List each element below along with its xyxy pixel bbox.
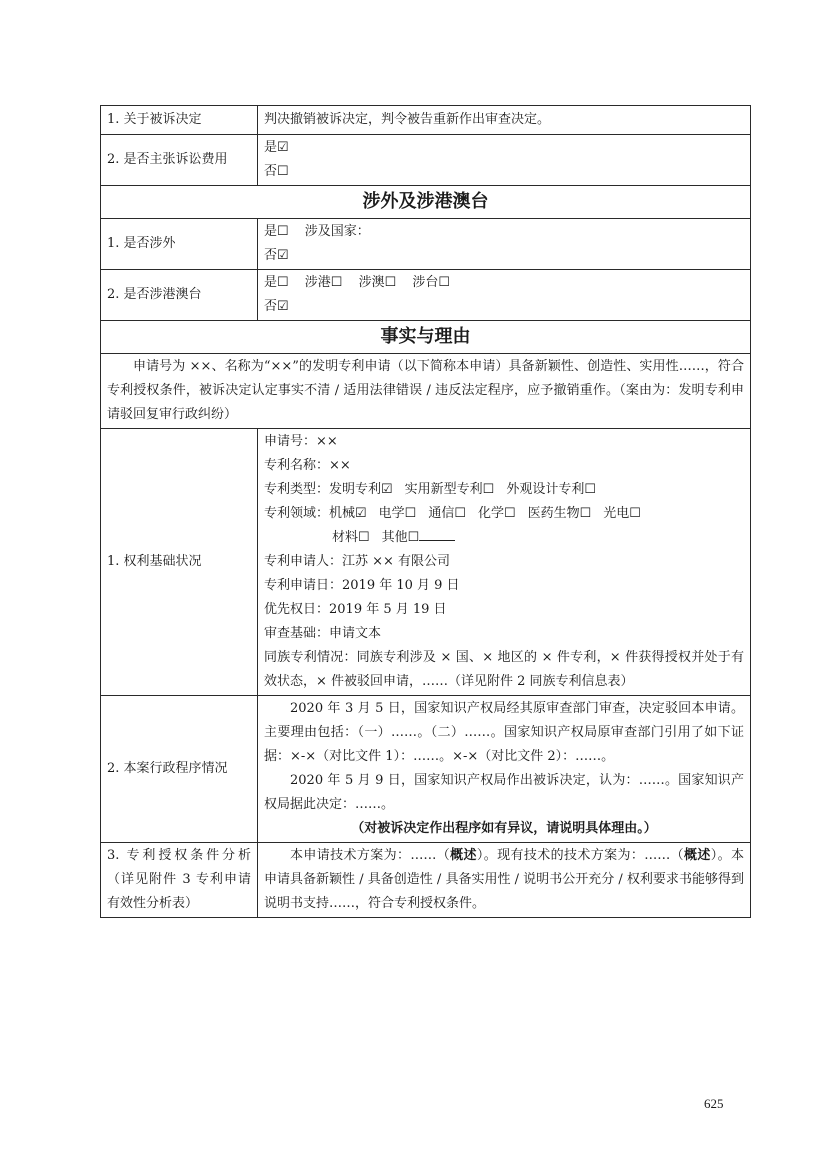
analysis-text-3: ）。本申请具备新颖性 / 具备创造性 / 具备实用性 / 说明书公开充分 / 权利要求书能够得到说明书支持……，符合专利授权条件。: [264, 848, 744, 911]
label-admin-procedure: 2. 本案行政程序情况: [101, 696, 258, 843]
form-frame: [100, 105, 748, 918]
value-rights-basis: [258, 429, 751, 696]
patent-field-label: 专利领域：: [264, 506, 330, 521]
checkbox-field-biomedical[interactable]: 医药生物☐: [527, 506, 592, 521]
procedure-note: （对被诉决定作出程序如有异议，请说明具体理由。）: [351, 821, 657, 836]
checkbox-field-mechanical[interactable]: 机械☑: [329, 506, 367, 521]
checkbox-hk[interactable]: 涉港☐: [304, 275, 343, 290]
patent-field-line: [264, 502, 744, 526]
section-title-foreign: 涉外及涉港澳台: [101, 186, 751, 219]
complaint-form-table: [100, 105, 751, 918]
checkbox-cost-yes[interactable]: 是☑: [264, 140, 289, 155]
row-grant-analysis: [101, 843, 751, 918]
analysis-text-1: 本申请技术方案为：……（: [290, 848, 451, 863]
label-litigation-cost: 2. 是否主张诉讼费用: [101, 135, 258, 186]
checkbox-field-chemistry[interactable]: 化学☐: [477, 506, 516, 521]
value-decision: 判决撤销被诉决定，判令被告重新作出审查决定。: [258, 106, 751, 135]
row-section-facts-title: [101, 321, 751, 354]
facts-summary-text: 申请号为 ××、名称为“××”的发明专利申请（以下简称本申请）具备新颖性、创造性、实用性……，符合专利授权条件，被诉决定认定事实不清 / 适用法律错误 / 违反法定程序，应予撤销重作。（案由为：发明专利申请驳回复审行政纠纷）: [101, 354, 751, 429]
label-hk-macau-tw: 2. 是否涉港澳台: [101, 270, 258, 321]
checkbox-foreign-no[interactable]: 否☑: [264, 248, 289, 263]
other-field-blank[interactable]: [419, 526, 455, 541]
checkbox-hmt-no[interactable]: 否☑: [264, 299, 289, 314]
row-admin-procedure: [101, 696, 751, 843]
priority-date: 优先权日：2019 年 5 月 19 日: [264, 602, 447, 617]
checkbox-field-electrical[interactable]: 电学☐: [378, 506, 417, 521]
row-foreign: [101, 219, 751, 270]
checkbox-foreign-yes[interactable]: 是☐: [264, 224, 289, 239]
label-grant-analysis: 3. 专利授权条件分析（详见附件 3 专利申请有效性分析表）: [101, 843, 258, 918]
row-section-foreign-title: [101, 186, 751, 219]
checkbox-cost-no[interactable]: 否☐: [264, 164, 289, 179]
patent-name: 专利名称：××: [264, 458, 351, 473]
application-date: 专利申请日：2019 年 10 月 9 日: [264, 578, 460, 593]
checkbox-type-design[interactable]: 外观设计专利☐: [506, 482, 596, 497]
procedure-paragraph-1: 2020 年 3 月 5 日，国家知识产权局经其原审查部门审查，决定驳回本申请。主要理由包括：（一）……。（二）……。国家知识产权局原审查部门引用了如下证据：×-×（对比文件 1）：……。×-×（对比文件 2）：……。: [264, 701, 744, 764]
analysis-text-2: ）。现有技术的技术方案为：……（: [476, 848, 684, 863]
checkbox-macau[interactable]: 涉澳☐: [358, 275, 397, 290]
checkbox-type-invention[interactable]: 发明专利☑: [329, 482, 393, 497]
row-rights-basis: [101, 429, 751, 696]
analysis-bold-1: 概述: [450, 848, 477, 863]
patent-type-label: 专利类型：: [264, 482, 330, 497]
checkbox-field-other[interactable]: 其他☐: [381, 530, 420, 545]
checkbox-type-utility[interactable]: 实用新型专利☐: [404, 482, 495, 497]
label-foreign: 1. 是否涉外: [101, 219, 258, 270]
analysis-bold-2: 概述: [683, 848, 711, 863]
family-patent-info: 同族专利情况：同族专利涉及 × 国、× 地区的 × 件专利，× 件获得授权并处于有效状态，× 件被驳回申请，……（详见附件 2 同族专利信息表）: [264, 650, 744, 689]
patent-applicant: 专利申请人：江苏 ×× 有限公司: [264, 554, 451, 569]
value-litigation-cost: [258, 135, 751, 186]
label-decision: 1. 关于被诉决定: [101, 106, 258, 135]
label-rights-basis: 1. 权利基础状况: [101, 429, 258, 696]
patent-type-line: [264, 478, 744, 502]
application-number: 申请号：××: [264, 434, 338, 449]
checkbox-field-optoelectronic[interactable]: 光电☐: [603, 506, 641, 521]
checkbox-field-material[interactable]: 材料☐: [332, 530, 370, 545]
row-facts-summary: [101, 354, 751, 429]
country-field-label: 涉及国家：: [304, 224, 370, 239]
page-number: 625: [704, 1096, 724, 1111]
examination-basis: 审查基础：申请文本: [264, 626, 382, 641]
checkbox-hmt-yes[interactable]: 是☐: [264, 275, 289, 290]
procedure-paragraph-2: 2020 年 5 月 9 日，国家知识产权局作出被诉决定，认为：……。国家知识产权局据此决定：……。: [264, 773, 744, 812]
patent-field-line-2: [264, 526, 744, 550]
checkbox-taiwan[interactable]: 涉台☐: [412, 275, 451, 290]
row-decision: [101, 106, 751, 135]
value-hk-macau-tw: [258, 270, 751, 321]
value-grant-analysis: [258, 843, 751, 918]
section-title-facts: 事实与理由: [101, 321, 751, 354]
value-foreign: [258, 219, 751, 270]
row-litigation-cost: [101, 135, 751, 186]
row-hk-macau-tw: [101, 270, 751, 321]
checkbox-field-communication[interactable]: 通信☐: [428, 506, 466, 521]
value-admin-procedure: [258, 696, 751, 843]
